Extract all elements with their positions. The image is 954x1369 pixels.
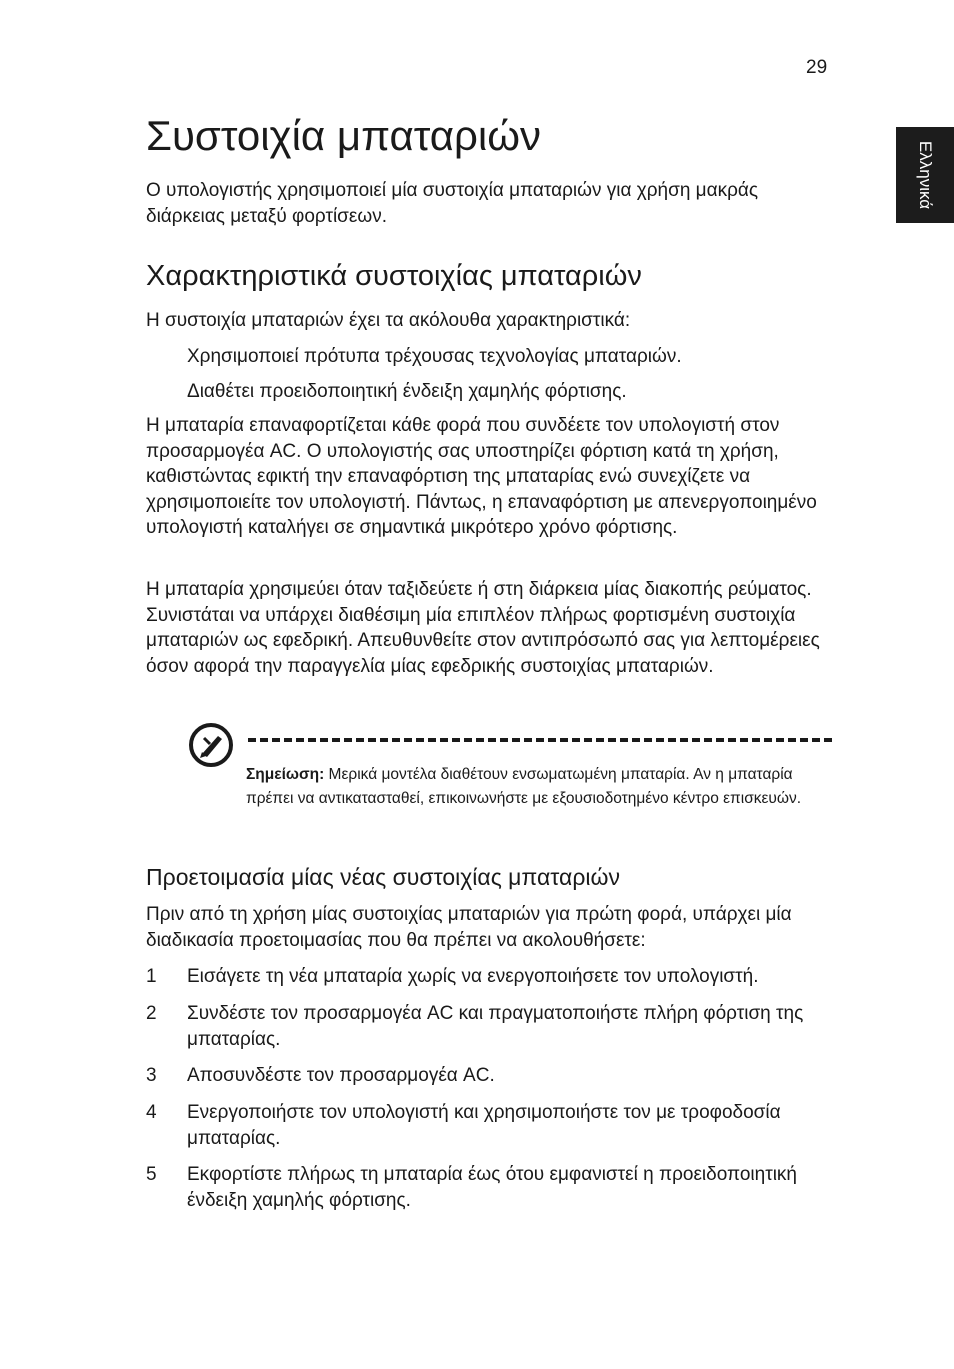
step-text: Εκφορτίστε πλήρως τη μπαταρία έως ότου εμφανιστεί η προειδοποιητική ένδειξη χαμηλής φόρτισης. [187, 1164, 798, 1211]
step-text: Αποσυνδέστε τον προσαρμογέα AC. [187, 1065, 495, 1086]
page-number: 29 [806, 57, 828, 78]
step-number: 4 [146, 1102, 157, 1123]
section-heading-preparation: Προετοιμασία μίας νέας συστοιχίας μπαταριών [146, 864, 620, 890]
step-text: Ενεργοποιήστε τον υπολογιστή και χρησιμοποιήστε τον με τροφοδοσία μπαταρίας. [187, 1102, 781, 1149]
list-item: Διαθέτει προειδοποιητική ένδειξη χαμηλής φόρτισης. [187, 381, 627, 402]
language-tab [896, 127, 954, 223]
step-number: 2 [146, 1003, 157, 1024]
step-number: 5 [146, 1164, 157, 1185]
section2-lead: Πριν από τη χρήση μίας συστοιχίας μπαταριών για πρώτη φορά, υπάρχει μία διαδικασία προετοιμασίας που θα πρέπει να ακολουθήσετε: [146, 904, 792, 951]
section1-paragraph-2: Η μπαταρία χρησιμεύει όταν ταξιδεύετε ή στη διάρκεια μίας διακοπής ρεύματος. Συνιστάται να υπάρχει διαθέσιμη μία επιπλέον πλήρως φορτισμένη συστοιχία μπαταριών ως εφεδρική. Απευθυνθείτε στον αντιπρόσωπό σας για λεπτομέρειες όσον αφορά την παραγγελία μίας εφεδρικής συστοιχίας μπαταριών. [146, 579, 820, 677]
page-title: Συστοιχία μπαταριών [146, 112, 542, 159]
intro-paragraph: Ο υπολογιστής χρησιμοποιεί μία συστοιχία μπαταριών για χρήση μακράς διάρκειας μεταξύ φορτίσεων. [146, 180, 759, 227]
step-number: 3 [146, 1065, 157, 1086]
note-body: Μερικά μοντέλα διαθέτουν ενσωματωμένη μπαταρία. Αν η μπαταρία πρέπει να αντικατασταθεί, επικοινωνήστε με εξουσιοδοτημένο κέντρο επισκευών. [246, 766, 802, 807]
step-number: 1 [146, 966, 157, 987]
note-text [246, 763, 830, 810]
list-item: Χρησιμοποιεί πρότυπα τρέχουσας τεχνολογίας μπαταριών. [187, 346, 682, 367]
section1-lead: Η συστοιχία μπαταριών έχει τα ακόλουθα χαρακτηριστικά: [146, 310, 631, 331]
note-divider [248, 738, 832, 742]
language-tab-label: Ελληνικά [916, 140, 935, 210]
step-text: Εισάγετε τη νέα μπαταρία χωρίς να ενεργοποιήσετε τον υπολογιστή. [187, 966, 759, 987]
note-label: Σημείωση: [246, 766, 325, 783]
step-text: Συνδέστε τον προσαρμογέα AC και πραγματοποιήστε πλήρη φόρτιση της μπαταρίας. [187, 1003, 804, 1050]
section-heading-characteristics: Χαρακτηριστικά συστοιχίας μπαταριών [146, 260, 642, 292]
section1-paragraph-1: Η μπαταρία επαναφορτίζεται κάθε φορά που συνδέετε τον υπολογιστή στον προσαρμογέα AC. Ο υπολογιστής σας υποστηρίζει φόρτιση κατά τη χρήση, καθιστώντας εφικτή την επαναφόρτιση της μπαταρίας ενώ συνεχίζετε να χρησιμοποιείτε τον υπολογιστή. Πάντως, η επαναφόρτιση με απενεργοποιημένο υπολογιστή καταλήγει σε σημαντικά μικρότερο χρόνο φόρτισης. [146, 415, 817, 538]
note-pen-icon [188, 722, 234, 768]
